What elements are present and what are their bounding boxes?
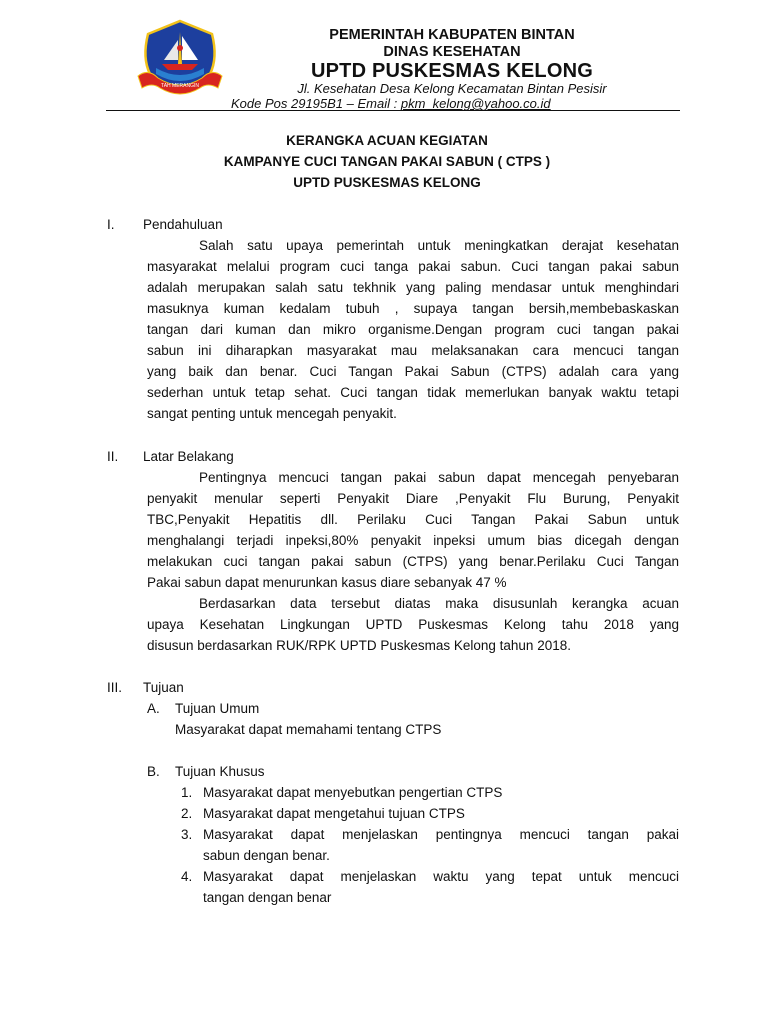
- objective-b-letter: B.: [147, 764, 160, 779]
- objective-item-text: tangan dengan benar: [203, 890, 332, 905]
- section-2-line: melakukan cuci tangan pakai sabun (CTPS) yang benar.Perilaku Cuci Tangan: [147, 554, 679, 569]
- document-title-1: KERANGKA ACUAN KEGIATAN: [286, 133, 488, 148]
- objective-item-number: 2.: [181, 806, 193, 821]
- section-3-numeral: III.: [107, 680, 123, 695]
- objective-item-text: Masyarakat dapat menjelaskan waktu yang tepat untuk mencuci: [203, 869, 679, 884]
- section-2-numeral: II.: [107, 449, 119, 464]
- section-2-line: TBC,Penyakit Hepatitis dll. Perilaku Cuci Tangan Pakai Sabun untuk: [147, 512, 679, 527]
- section-1-line: Salah satu upaya pemerintah untuk meningkatkan derajat kesehatan: [199, 238, 679, 253]
- section-2-heading: Latar Belakang: [143, 449, 234, 464]
- bintan-regency-logo: [134, 18, 226, 98]
- letterhead-institution: UPTD PUSKESMAS KELONG: [310, 60, 593, 82]
- section-1-line: adalah merupakan salah satu tekhnik yang paling mendasar untuk menghindari: [147, 280, 679, 295]
- section-1-line: sabun ini diharapkan masyarakat mau melaksanakan cara mencuci tangan: [147, 343, 679, 358]
- section-1-line: tangan dari kuman dan mikro organisme.Dengan program cuci tangan pakai: [147, 322, 679, 337]
- objective-item-text: Masyarakat dapat menjelaskan pentingnya mencuci tangan pakai: [203, 827, 679, 842]
- section-2-line: menghalangi terjadi inpeksi,80% penyakit inpeksi umum bias dicegah dengan: [147, 533, 679, 548]
- letterhead-postal: Kode Pos 29195B1 – Email :: [231, 96, 401, 111]
- logo-ribbon-text: TAH MERANGIN: [161, 83, 199, 89]
- letterhead-email[interactable]: pkm_kelong@yahoo.co.id: [400, 96, 551, 111]
- objective-item-text: Masyarakat dapat menyebutkan pengertian CTPS: [203, 785, 503, 800]
- objective-item-number: 3.: [181, 827, 193, 842]
- section-3-heading: Tujuan: [143, 680, 184, 695]
- section-2-line: Berdasarkan data tersebut diatas maka disusunlah kerangka acuan: [199, 596, 679, 611]
- section-2-line: Pakai sabun dapat menurunkan kasus diare sebanyak 47 %: [147, 575, 507, 590]
- objective-item-number: 1.: [181, 785, 193, 800]
- letterhead-address: Jl. Kesehatan Desa Kelong Kecamatan Bintan Pesisir: [297, 81, 607, 96]
- section-2-line: upaya Kesehatan Lingkungan UPTD Puskesmas Kelong tahu 2018 yang: [147, 617, 679, 632]
- objective-a-letter: A.: [147, 701, 160, 716]
- objective-item-text: Masyarakat dapat mengetahui tujuan CTPS: [203, 806, 465, 821]
- section-1-line: yang baik dan benar. Cuci Tangan Pakai Sabun (CTPS) adalah cara yang: [147, 364, 679, 379]
- document-title-3: UPTD PUSKESMAS KELONG: [293, 175, 481, 190]
- document-title-2: KAMPANYE CUCI TANGAN PAKAI SABUN ( CTPS ): [223, 154, 551, 169]
- section-1-heading: Pendahuluan: [143, 217, 223, 232]
- letterhead-contact: [231, 96, 551, 111]
- letterhead-government: PEMERINTAH KABUPATEN BINTAN: [329, 27, 575, 43]
- section-2-line: penyakit menular seperti Penyakit Diare ,Penyakit Flu Burung, Penyakit: [147, 491, 679, 506]
- section-1-line: masuknya kuman kedalam tubuh , supaya tangan bersih,membebaskaskan: [147, 301, 679, 316]
- letterhead-department: DINAS KESEHATAN: [383, 44, 521, 60]
- section-1-line: sederhan untuk tetap sehat. Cuci tangan tidak memerlukan banyak waktu tetapi: [147, 385, 679, 400]
- objective-item-text: sabun dengan benar.: [203, 848, 330, 863]
- section-2-line: Pentingnya mencuci tangan pakai sabun dapat mencegah penyebaran: [199, 470, 679, 485]
- letterhead-divider: [106, 110, 680, 111]
- objective-b-label: Tujuan Khusus: [175, 764, 265, 779]
- objective-a-text: Masyarakat dapat memahami tentang CTPS: [175, 722, 442, 737]
- section-1-line: sangat penting untuk mencegah penyakit.: [147, 406, 397, 421]
- section-1-numeral: I.: [107, 217, 115, 232]
- section-1-line: masyarakat melalui program cuci tanga pakai sabun. Cuci tangan pakai sabun: [147, 259, 679, 274]
- objective-item-number: 4.: [181, 869, 193, 884]
- objective-a-label: Tujuan Umum: [175, 701, 260, 716]
- section-2-line: disusun berdasarkan RUK/RPK UPTD Puskesmas Kelong tahun 2018.: [147, 638, 571, 653]
